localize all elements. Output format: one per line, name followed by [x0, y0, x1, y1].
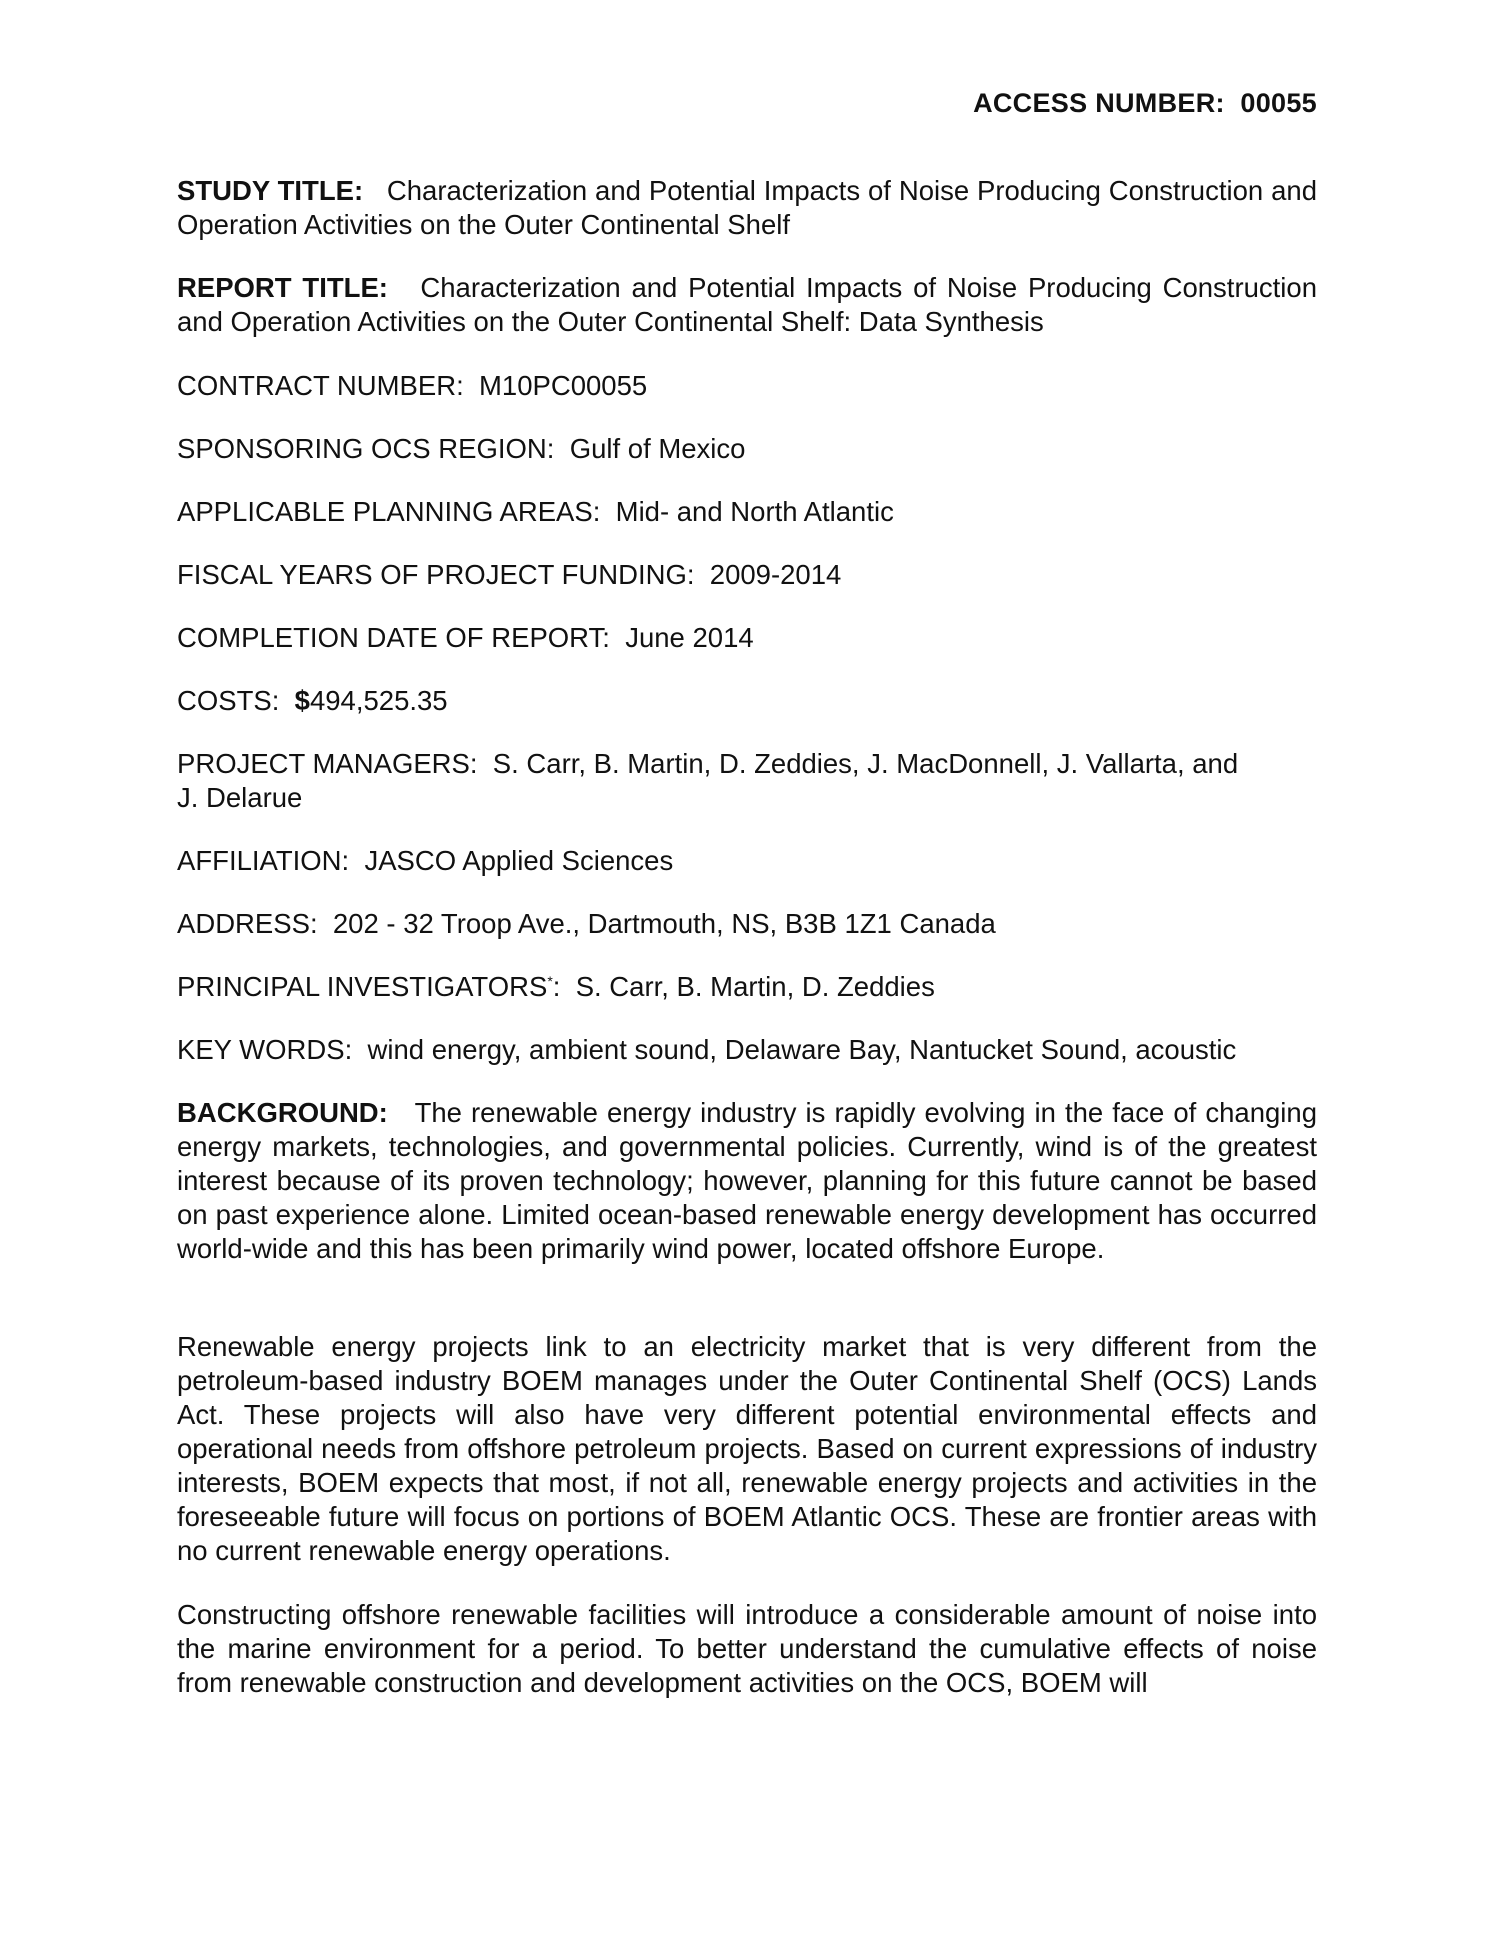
address-label: ADDRESS: — [177, 908, 318, 939]
planning-areas — [177, 495, 1317, 529]
costs-currency-symbol: $ — [294, 685, 310, 716]
contract-number — [177, 369, 1317, 403]
background-paragraph-3 — [177, 1598, 1317, 1700]
fiscal-years-label: FISCAL YEARS OF PROJECT FUNDING: — [177, 559, 695, 590]
affiliation-label: AFFILIATION: — [177, 845, 350, 876]
key-words — [177, 1033, 1317, 1067]
project-managers-value: S. Carr, B. Martin, D. Zeddies, J. MacDonnell, J. Vallarta, and — [492, 748, 1239, 779]
principal-investigators-colon: : — [552, 971, 561, 1002]
report-title-label: REPORT TITLE: — [177, 272, 388, 303]
planning-areas-label: APPLICABLE PLANNING AREAS: — [177, 496, 601, 527]
sponsoring-region-label: SPONSORING OCS REGION: — [177, 433, 555, 464]
access-number-value: 00055 — [1240, 88, 1317, 118]
key-words-value: wind energy, ambient sound, Delaware Bay, Nantucket Sound, acoustic — [367, 1034, 1237, 1065]
project-managers — [177, 747, 1317, 815]
completion-date-value: June 2014 — [625, 622, 754, 653]
planning-areas-value: Mid- and North Atlantic — [615, 496, 894, 527]
principal-investigators-value: S. Carr, B. Martin, D. Zeddies — [575, 971, 935, 1002]
study-title — [177, 174, 1317, 242]
completion-date-label: COMPLETION DATE OF REPORT: — [177, 622, 610, 653]
key-words-label: KEY WORDS: — [177, 1034, 353, 1065]
sponsoring-region-value: Gulf of Mexico — [569, 433, 746, 464]
sponsoring-region — [177, 432, 1317, 466]
report-title-value: Characterization and Potential Impacts of Noise Producing Construction and Operation Activities on the Outer Continental Shelf: Data Synthesis — [177, 272, 1317, 337]
principal-investigators-label: PRINCIPAL INVESTIGATORS — [177, 971, 548, 1002]
costs — [177, 684, 1317, 718]
access-number — [973, 88, 1317, 119]
background-paragraph-2 — [177, 1330, 1317, 1568]
footnote-marker: * — [547, 972, 553, 989]
contract-number-value: M10PC00055 — [479, 370, 648, 401]
report-title — [177, 271, 1317, 339]
background-label: BACKGROUND: — [177, 1097, 388, 1128]
address-value: 202 - 32 Troop Ave., Dartmouth, NS, B3B 1Z1 Canada — [332, 908, 996, 939]
costs-label: COSTS: — [177, 685, 280, 716]
fiscal-years — [177, 558, 1317, 592]
affiliation — [177, 844, 1317, 878]
fiscal-years-value: 2009-2014 — [709, 559, 842, 590]
contract-number-label: CONTRACT NUMBER: — [177, 370, 464, 401]
access-number-label: ACCESS NUMBER: — [973, 88, 1225, 118]
background-paragraph-1 — [177, 1096, 1317, 1266]
study-title-value: Characterization and Potential Impacts of Noise Producing Construction and Operation Activities on the Outer Continental Shelf — [177, 175, 1317, 240]
principal-investigators — [177, 970, 1317, 1004]
address — [177, 907, 1317, 941]
background-paragraph-2-text: Renewable energy projects link to an electricity market that is very different from the petroleum-based industry BOEM manages under the Outer Continental Shelf (OCS) Lands Act. These projects will also have very different potential environmental effects and operational needs from offshore petroleum projects. Based on current expressions of industry interests, BOEM expects that most, if not all, renewable energy projects and activities in the foreseeable future will focus on portions of BOEM Atlantic OCS. These are frontier areas with no current renewable energy operations. — [177, 1331, 1317, 1566]
project-managers-value-cont: J. Delarue — [177, 782, 303, 813]
costs-value: 494,525.35 — [309, 685, 448, 716]
background-paragraph-1-text: The renewable energy industry is rapidly evolving in the face of changing energy markets, technologies, and governmental policies. Currently, wind is of the greatest interest because of its proven technology; however, planning for this future cannot be based on past experience alone. Limited ocean-based renewable energy development has occurred world-wide and this has been primarily wind power, located offshore Europe. — [177, 1097, 1317, 1264]
affiliation-value: JASCO Applied Sciences — [364, 845, 674, 876]
background-paragraph-3-text: Constructing offshore renewable facilities will introduce a considerable amount of noise into the marine environment for a period. To better understand the cumulative effects of noise from renewable construction and development activities on the OCS, BOEM will — [177, 1599, 1317, 1698]
study-title-label: STUDY TITLE: — [177, 175, 364, 206]
project-managers-label: PROJECT MANAGERS: — [177, 748, 478, 779]
completion-date — [177, 621, 1317, 655]
